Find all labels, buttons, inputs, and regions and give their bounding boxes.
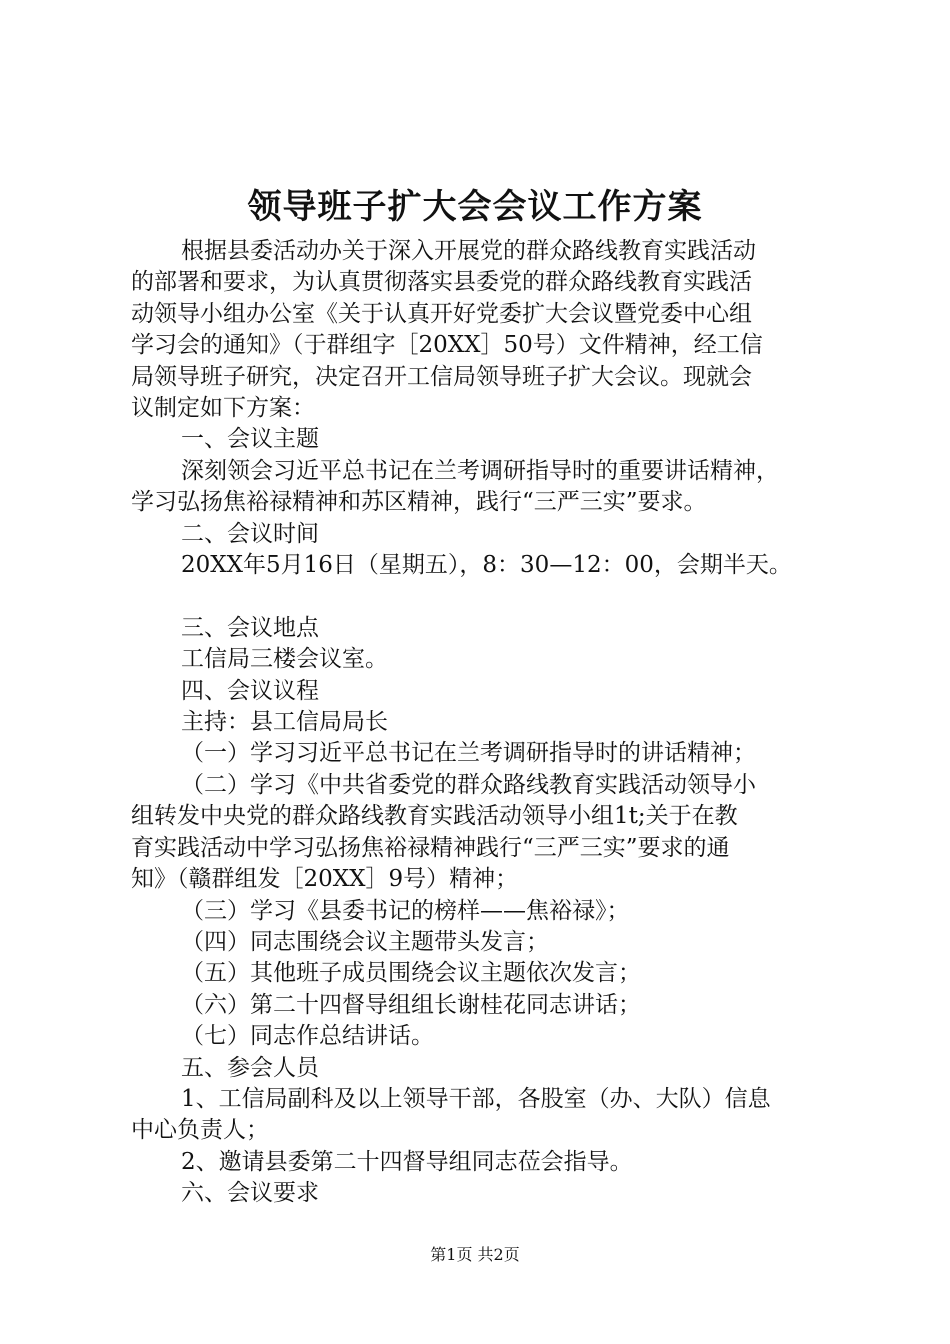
section-heading: 六、会议要求 [181,1180,319,1207]
agenda-item: （二）学习《中共省委党的群众路线教育实践活动领导小 [181,771,756,798]
agenda-item: （一）学习习近平总书记在兰考调研指导时的讲话精神； [181,740,756,767]
intro-line: 根据县委活动办关于深入开展党的群众路线教育实践活动 [181,238,756,264]
section-text: 学习弘扬焦裕禄精神和苏区精神，践行“三严三实”要求。 [131,489,707,516]
agenda-item: （五）其他班子成员围绕会议主题依次发言； [181,960,641,987]
agenda-item: （三）学习《县委书记的榜样——焦裕禄》； [181,897,630,924]
attendee-item-continued: 中心负责人； [131,1117,269,1144]
intro-line: 的部署和要求，为认真贯彻落实县委党的群众路线教育实践活 [131,269,752,296]
section-text: 工信局三楼会议室。 [181,646,388,673]
attendee-item: 2、邀请县委第二十四督导组同志莅会指导。 [181,1148,633,1175]
agenda-item-continued: 知》（赣群组发［20XX］9号）精神； [131,866,519,893]
section-heading: 四、会议议程 [181,677,319,704]
page-footer: 第1页 共2页 [430,1245,520,1264]
agenda-item-continued: 组转发中央党的群众路线教育实践活动领导小组1t;关于在教 [131,803,738,830]
agenda-item-continued: 育实践活动中学习弘扬焦裕禄精神践行“三严三实”要求的通 [131,834,730,861]
section-text: 深刻领会习近平总书记在兰考调研指导时的重要讲话精神， [181,457,779,484]
agenda-item: （四）同志围绕会议主题带头发言； [181,928,549,955]
section-heading: 三、会议地点 [181,614,319,641]
attendee-item: 1、工信局副科及以上领导干部，各股室（办、大队）信息 [181,1085,771,1112]
document-title: 领导班子扩大会会议工作方案 [247,187,703,227]
host-line: 主持：县工信局局长 [181,709,388,736]
agenda-item: （六）第二十四督导组组长谢桂花同志讲话； [181,991,641,1018]
intro-line: 动领导小组办公室《关于认真开好党委扩大会议暨党委中心组 [131,300,752,327]
section-heading: 一、会议主题 [181,426,319,453]
section-text: 20XX年5月16日（星期五），8：30—12：00，会期半天。 [181,552,792,579]
blank-line [131,581,846,612]
section-heading: 二、会议时间 [181,520,319,547]
document-body [131,236,846,1210]
intro-line: 学习会的通知》（于群组字［20XX］50号）文件精神，经工信 [131,332,763,359]
intro-line: 局领导班子研究，决定召开工信局领导班子扩大会议。现就会 [131,363,752,390]
agenda-item: （七）同志作总结讲话。 [181,1023,434,1050]
intro-line: 议制定如下方案： [131,395,315,422]
section-heading: 五、参会人员 [181,1054,319,1081]
